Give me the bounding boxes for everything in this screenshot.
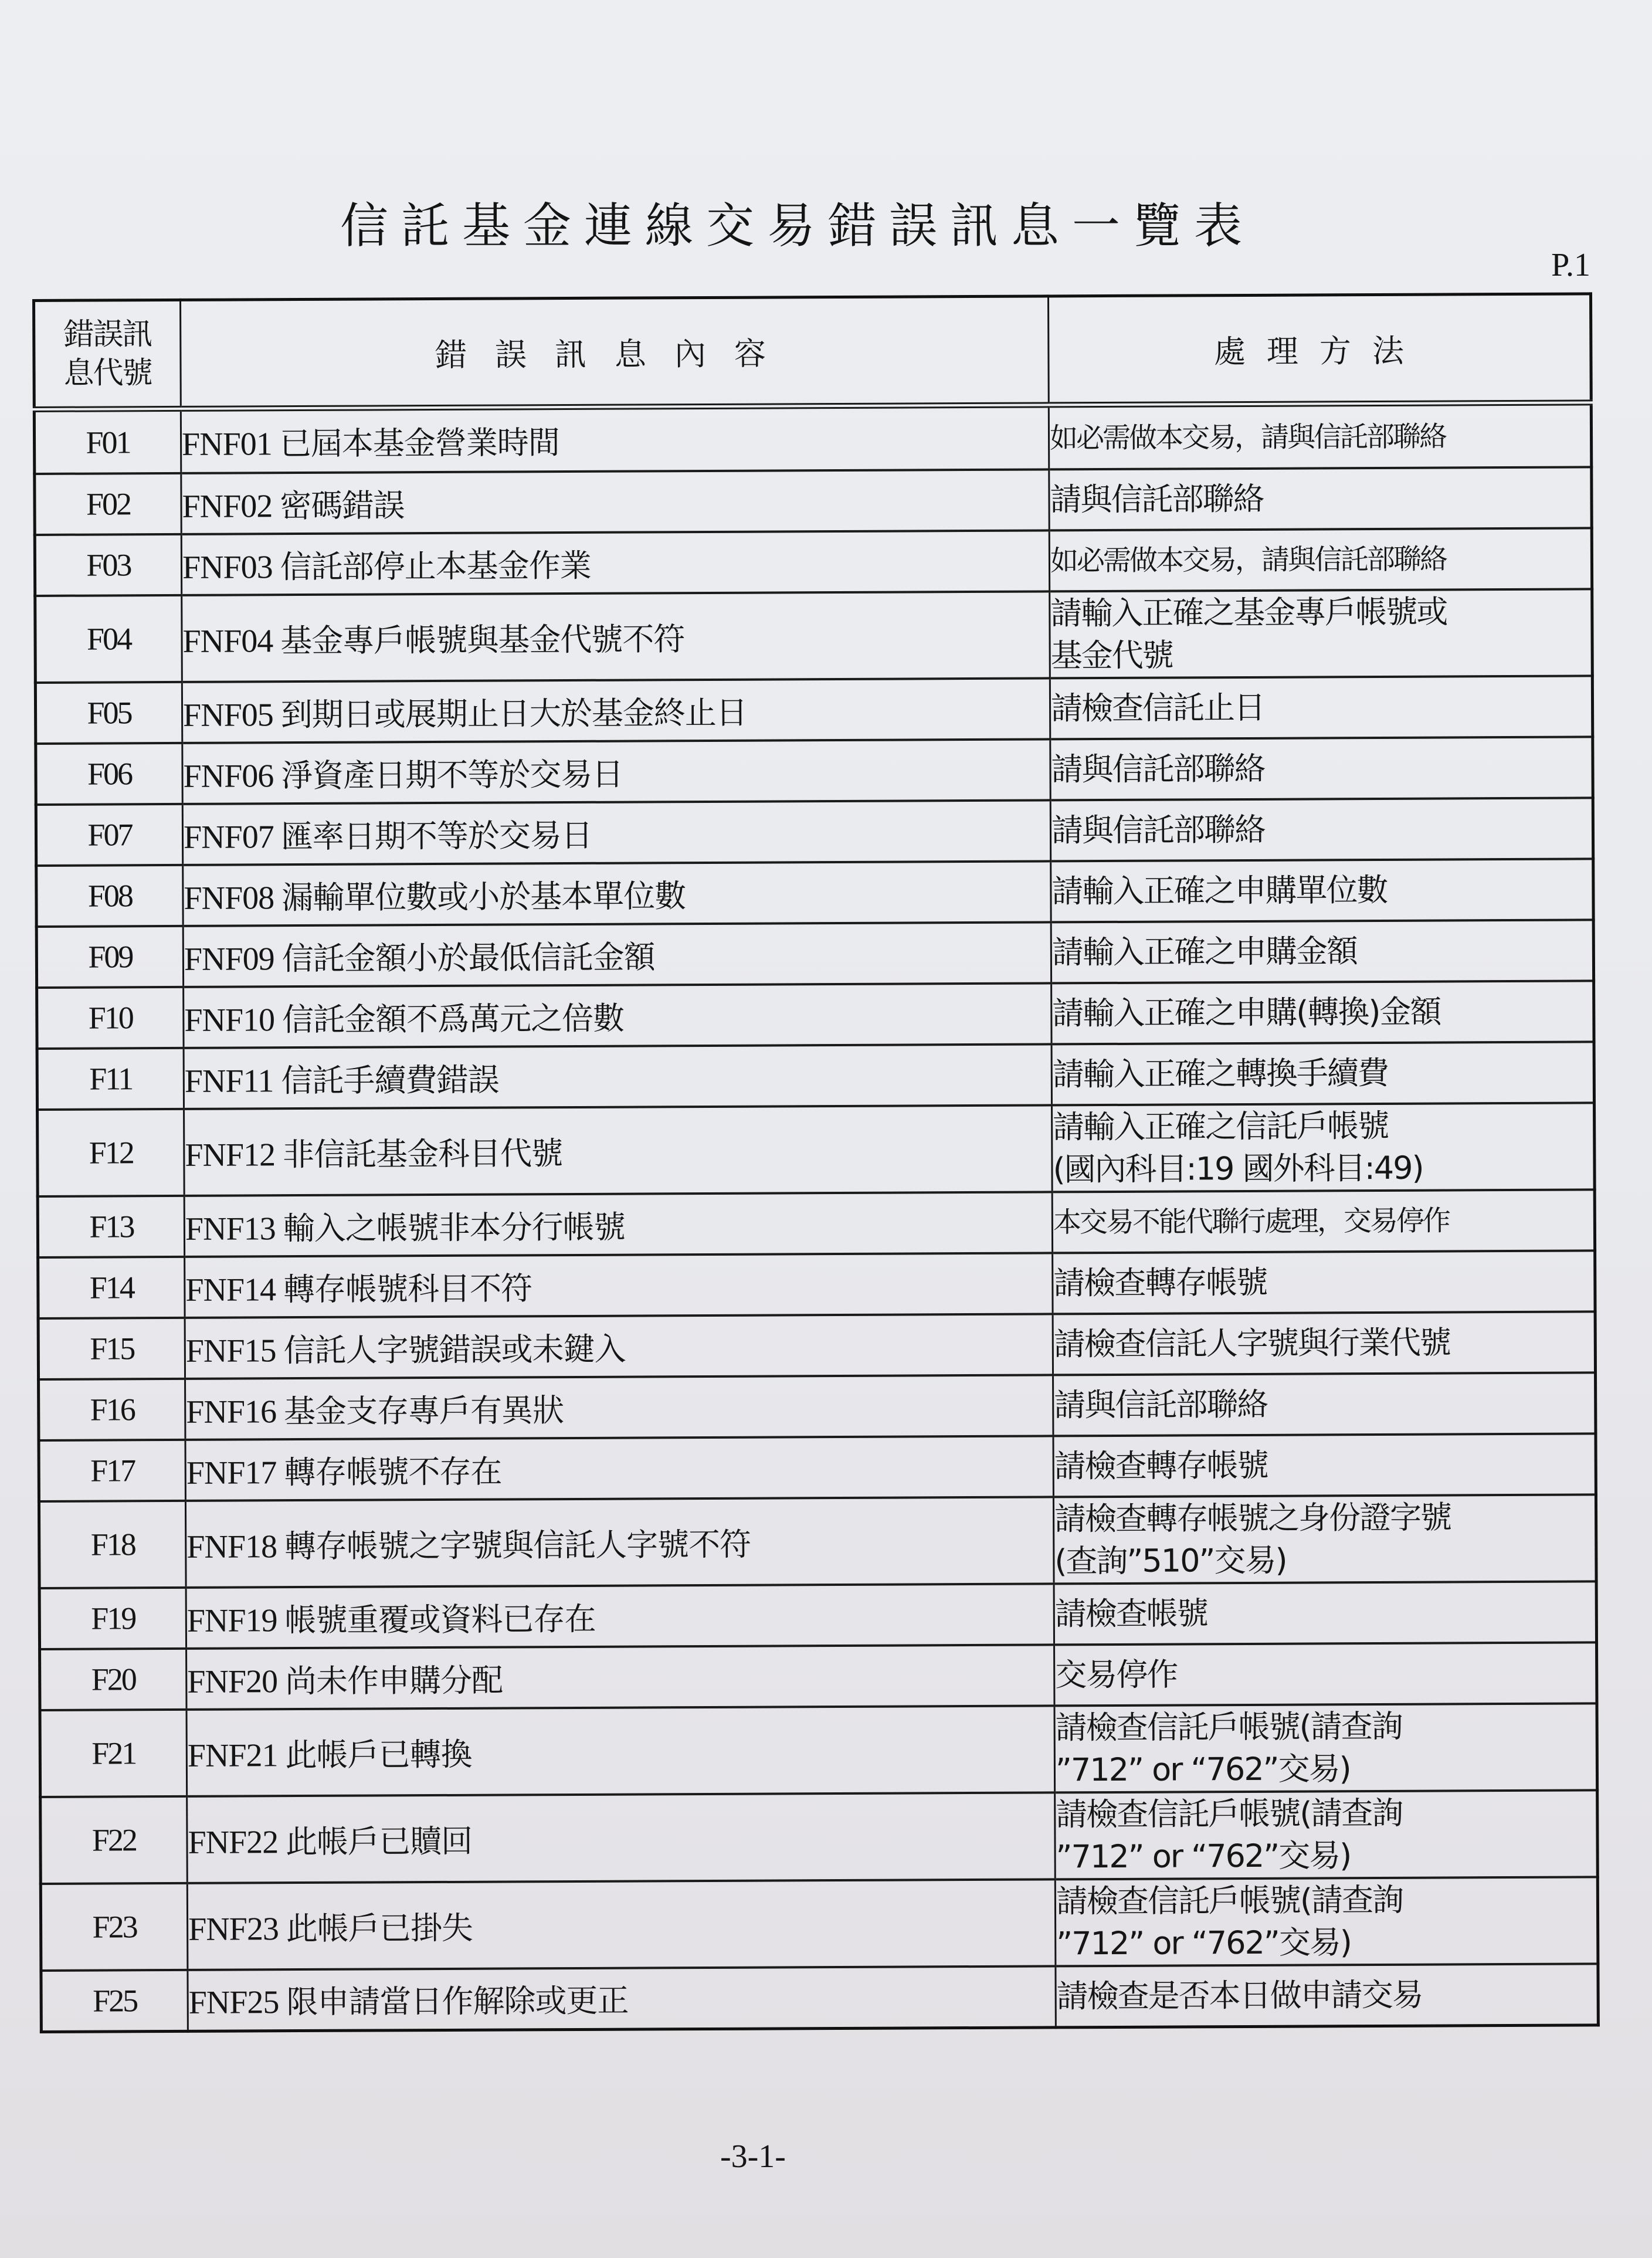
error-message-cell bbox=[184, 1105, 1053, 1195]
header-error-code bbox=[34, 300, 181, 409]
message-code: FNF07 bbox=[183, 818, 274, 856]
error-message-cell bbox=[185, 1436, 1053, 1500]
table-row bbox=[34, 402, 1591, 474]
table-row bbox=[41, 1964, 1598, 2032]
table-row bbox=[36, 859, 1593, 927]
error-code-cell: F06 bbox=[36, 743, 182, 805]
message-text: 帳號重覆或資料已存在 bbox=[284, 1600, 596, 1639]
error-code-cell: F21 bbox=[40, 1710, 187, 1797]
handling-method-line: 請與信託部聯絡 bbox=[1054, 1385, 1268, 1424]
message-code: FNF05 bbox=[182, 696, 273, 734]
handling-method-line: 基金代號 bbox=[1050, 636, 1173, 674]
error-code-cell: F11 bbox=[37, 1048, 184, 1110]
table-row bbox=[39, 1372, 1596, 1440]
message-text: 信託金額不爲萬元之倍數 bbox=[281, 999, 625, 1038]
handling-method-cell bbox=[1051, 1042, 1594, 1105]
message-text: 信託手續費錯誤 bbox=[281, 1061, 499, 1099]
error-code-cell: F14 bbox=[38, 1257, 185, 1318]
handling-method-cell bbox=[1053, 1311, 1595, 1375]
handling-method-cell bbox=[1051, 920, 1593, 983]
handling-method-cell bbox=[1051, 859, 1593, 922]
handling-method-cell bbox=[1050, 589, 1593, 678]
message-text: 此帳戶已贖回 bbox=[286, 1822, 473, 1860]
message-text: 轉存帳號科目不符 bbox=[283, 1269, 532, 1308]
handling-method-line: 請檢查信託人字號與行業代號 bbox=[1053, 1324, 1450, 1363]
message-text: 轉存帳號不存在 bbox=[284, 1453, 502, 1491]
error-code-cell: F18 bbox=[39, 1501, 186, 1588]
message-code: FNF23 bbox=[188, 1910, 279, 1948]
error-message-cell bbox=[181, 530, 1049, 595]
handling-method-cell bbox=[1053, 1494, 1596, 1584]
error-message-cell bbox=[181, 469, 1049, 534]
handling-method-line: 請檢查信託戶帳號(請查詢 bbox=[1056, 1881, 1403, 1920]
table-row bbox=[39, 1433, 1596, 1501]
error-message-cell bbox=[185, 1314, 1053, 1378]
handling-method-line: 如必需做本交易，請與信託部聯絡 bbox=[1050, 543, 1447, 578]
error-table-container bbox=[32, 292, 1597, 2033]
error-code-cell: F15 bbox=[38, 1318, 185, 1379]
table-row bbox=[36, 798, 1593, 866]
error-message-cell bbox=[182, 591, 1050, 682]
error-message-cell bbox=[181, 405, 1049, 473]
message-code: FNF17 bbox=[186, 1454, 277, 1491]
page-title: 信託基金連線交易錯誤訊息一覽表 bbox=[340, 198, 1256, 254]
table-row bbox=[35, 467, 1592, 535]
message-code: FNF21 bbox=[187, 1737, 278, 1774]
message-text: 基金專戶帳號與基金代號不符 bbox=[280, 620, 685, 659]
handling-method-line: 請輸入正確之申購金額 bbox=[1051, 933, 1358, 971]
handling-method-line: 請檢查信託戶帳號(請查詢 bbox=[1055, 1707, 1402, 1747]
handling-method-cell bbox=[1051, 981, 1594, 1044]
error-code-cell: F09 bbox=[36, 926, 183, 988]
message-code: FNF15 bbox=[185, 1332, 276, 1369]
handling-method-cell bbox=[1056, 1964, 1598, 2027]
message-text: 基金支存專戶有異狀 bbox=[283, 1391, 564, 1430]
handling-method-line: 請輸入正確之轉換手續費 bbox=[1052, 1054, 1388, 1093]
error-message-cell bbox=[187, 1792, 1056, 1883]
error-code-cell: F16 bbox=[39, 1379, 185, 1440]
table-row bbox=[40, 1703, 1597, 1797]
error-code-cell: F01 bbox=[34, 409, 181, 474]
table-row bbox=[39, 1581, 1596, 1649]
handling-method-line: 請檢查轉存帳號之身份證字號 bbox=[1054, 1498, 1451, 1538]
error-code-cell: F10 bbox=[37, 987, 184, 1049]
message-text: 輸入之帳號非本分行帳號 bbox=[283, 1208, 625, 1247]
table-row bbox=[37, 981, 1594, 1049]
message-text: 匯率日期不等於交易日 bbox=[281, 816, 592, 855]
handling-method-cell bbox=[1053, 1250, 1595, 1314]
handling-method-line: 請與信託部聯絡 bbox=[1050, 480, 1264, 518]
error-message-cell bbox=[184, 983, 1051, 1047]
message-code: FNF10 bbox=[184, 1001, 275, 1039]
error-message-cell bbox=[186, 1706, 1055, 1796]
handling-method-line: 請檢查帳號 bbox=[1054, 1595, 1207, 1633]
table-row bbox=[40, 1790, 1598, 1884]
message-code: FNF09 bbox=[184, 940, 274, 978]
handling-method-line: 本交易不能代聯行處理，交易停作 bbox=[1053, 1204, 1450, 1239]
message-code: FNF08 bbox=[184, 879, 274, 917]
error-message-cell bbox=[183, 922, 1051, 986]
handling-method-cell bbox=[1049, 467, 1592, 530]
message-code: FNF02 bbox=[182, 487, 273, 525]
error-message-cell bbox=[185, 1253, 1053, 1317]
handling-method-cell bbox=[1052, 1103, 1595, 1192]
table-row bbox=[35, 528, 1592, 596]
error-code-cell: F13 bbox=[38, 1196, 184, 1257]
handling-method-line: ”712” or “762”交易) bbox=[1056, 1837, 1351, 1876]
error-message-cell bbox=[185, 1497, 1054, 1587]
handling-method-cell bbox=[1053, 1433, 1596, 1497]
error-message-cell bbox=[182, 739, 1050, 803]
handling-method-line: 請輸入正確之申購單位數 bbox=[1051, 871, 1388, 910]
handling-method-cell bbox=[1050, 798, 1593, 861]
message-code: FNF12 bbox=[185, 1136, 276, 1174]
error-code-cell: F04 bbox=[35, 595, 182, 683]
message-text: 限申請當日作解除或更正 bbox=[286, 1982, 629, 2021]
header-error-code-line-2: 息代號 bbox=[63, 355, 152, 391]
handling-method-cell bbox=[1049, 402, 1591, 469]
error-code-cell: F22 bbox=[40, 1796, 188, 1884]
error-message-cell bbox=[188, 1966, 1056, 2030]
header-handling-method: 處理方法 bbox=[1048, 294, 1591, 405]
message-text: 已屆本基金營業時間 bbox=[279, 424, 559, 463]
table-row bbox=[38, 1189, 1595, 1257]
handling-method-cell bbox=[1052, 1189, 1595, 1253]
message-code: FNF16 bbox=[186, 1393, 277, 1430]
table-row bbox=[40, 1642, 1597, 1710]
handling-method-line: 請與信託部聯絡 bbox=[1051, 811, 1266, 849]
footer-page-number: -3-1- bbox=[720, 2138, 786, 2175]
handling-method-line: (國內科目:19 國外科目:49) bbox=[1053, 1149, 1423, 1188]
handling-method-cell bbox=[1050, 676, 1592, 739]
page-label: P.1 bbox=[1551, 247, 1590, 283]
error-code-cell: F03 bbox=[35, 534, 181, 596]
table-row bbox=[36, 920, 1593, 988]
message-text: 此帳戶已轉換 bbox=[285, 1735, 472, 1774]
handling-method-line: (查詢”510”交易) bbox=[1054, 1541, 1287, 1580]
header-error-code-line-1: 錯誤訊 bbox=[63, 317, 152, 352]
message-code: FNF13 bbox=[185, 1210, 276, 1247]
error-message-cell bbox=[182, 678, 1050, 743]
handling-method-cell bbox=[1055, 1877, 1598, 1966]
handling-method-line: 請檢查轉存帳號 bbox=[1053, 1263, 1267, 1302]
error-code-cell: F23 bbox=[40, 1883, 188, 1971]
error-code-cell: F07 bbox=[36, 804, 182, 866]
error-message-cell bbox=[186, 1645, 1054, 1709]
error-message-cell bbox=[182, 800, 1050, 864]
message-text: 轉存帳號之字號與信託人字號不符 bbox=[284, 1525, 751, 1565]
message-code: FNF25 bbox=[188, 1984, 279, 2022]
message-code: FNF22 bbox=[188, 1823, 279, 1861]
message-code: FNF20 bbox=[187, 1663, 278, 1700]
table-row bbox=[38, 1311, 1595, 1379]
header-error-message: 錯誤訊息內容 bbox=[181, 296, 1049, 409]
handling-method-cell bbox=[1055, 1790, 1598, 1879]
handling-method-cell bbox=[1054, 1642, 1597, 1706]
message-code: FNF11 bbox=[184, 1062, 274, 1100]
table-row bbox=[38, 1250, 1595, 1318]
handling-method-line: 請與信託部聯絡 bbox=[1051, 750, 1265, 788]
error-code-cell: F17 bbox=[39, 1440, 185, 1501]
error-message-cell bbox=[185, 1375, 1053, 1439]
error-code-cell: F20 bbox=[40, 1649, 186, 1710]
table-row bbox=[35, 676, 1592, 744]
table-row bbox=[37, 1042, 1594, 1110]
error-code-cell: F05 bbox=[35, 682, 182, 744]
handling-method-line: 請檢查信託止日 bbox=[1050, 689, 1265, 727]
message-code: FNF18 bbox=[186, 1528, 277, 1565]
error-message-table bbox=[32, 292, 1600, 2033]
message-code: FNF14 bbox=[185, 1271, 276, 1308]
handling-method-line: 請輸入正確之申購(轉換)金額 bbox=[1052, 993, 1441, 1032]
table-row bbox=[38, 1103, 1595, 1196]
handling-method-cell bbox=[1049, 528, 1592, 591]
error-code-cell: F12 bbox=[38, 1109, 185, 1196]
handling-method-line: 請輸入正確之信託戶帳號 bbox=[1053, 1107, 1389, 1146]
handling-method-line: 交易停作 bbox=[1055, 1656, 1178, 1694]
error-code-cell: F25 bbox=[41, 1970, 188, 2032]
handling-method-line: 如必需做本交易，請與信託部聯絡 bbox=[1049, 419, 1446, 455]
message-code: FNF01 bbox=[181, 426, 272, 463]
table-header-row bbox=[34, 294, 1592, 409]
error-message-cell bbox=[184, 1044, 1051, 1108]
message-code: FNF03 bbox=[182, 548, 273, 586]
error-code-cell: F02 bbox=[35, 473, 181, 535]
handling-method-line: 請輸入正確之基金專戶帳號或 bbox=[1050, 593, 1447, 632]
handling-method-cell bbox=[1054, 1581, 1596, 1645]
table-row bbox=[40, 1877, 1598, 1971]
message-code: FNF04 bbox=[182, 622, 273, 660]
handling-method-cell bbox=[1050, 737, 1593, 800]
message-text: 密碼錯誤 bbox=[280, 486, 405, 524]
error-message-cell bbox=[184, 1192, 1052, 1256]
table-body bbox=[34, 402, 1598, 2032]
table-row bbox=[35, 589, 1593, 683]
message-code: FNF06 bbox=[183, 757, 274, 795]
message-text: 信託人字號錯誤或未鍵入 bbox=[283, 1330, 626, 1369]
message-text: 信託部停止本基金作業 bbox=[280, 547, 591, 585]
handling-method-line: 請檢查信託戶帳號(請查詢 bbox=[1056, 1794, 1403, 1833]
error-message-cell bbox=[183, 861, 1051, 925]
message-code: FNF19 bbox=[186, 1602, 277, 1639]
handling-method-cell bbox=[1053, 1372, 1596, 1436]
message-text: 尚未作申購分配 bbox=[284, 1662, 503, 1700]
table-row bbox=[36, 737, 1593, 805]
error-code-cell: F08 bbox=[36, 865, 183, 927]
error-code-cell: F19 bbox=[39, 1588, 186, 1649]
handling-method-cell bbox=[1054, 1703, 1597, 1792]
message-text: 信託金額小於最低信託金額 bbox=[281, 938, 655, 977]
message-text: 淨資產日期不等於交易日 bbox=[281, 755, 623, 794]
message-text: 漏輸單位數或小於基本單位數 bbox=[281, 877, 686, 916]
message-text: 到期日或展期止日大於基金終止日 bbox=[280, 694, 747, 733]
table-row bbox=[39, 1494, 1596, 1588]
handling-method-line: ”712” or “762”交易) bbox=[1055, 1750, 1351, 1789]
message-text: 此帳戶已掛失 bbox=[286, 1909, 473, 1947]
handling-method-line: ”712” or “762”交易) bbox=[1056, 1924, 1352, 1962]
handling-method-line: 請檢查轉存帳號 bbox=[1054, 1446, 1268, 1485]
error-message-cell bbox=[186, 1584, 1054, 1648]
handling-method-line: 請檢查是否本日做申請交易 bbox=[1056, 1976, 1423, 2015]
error-message-cell bbox=[187, 1879, 1056, 1969]
message-text: 非信託基金科目代號 bbox=[282, 1134, 563, 1173]
